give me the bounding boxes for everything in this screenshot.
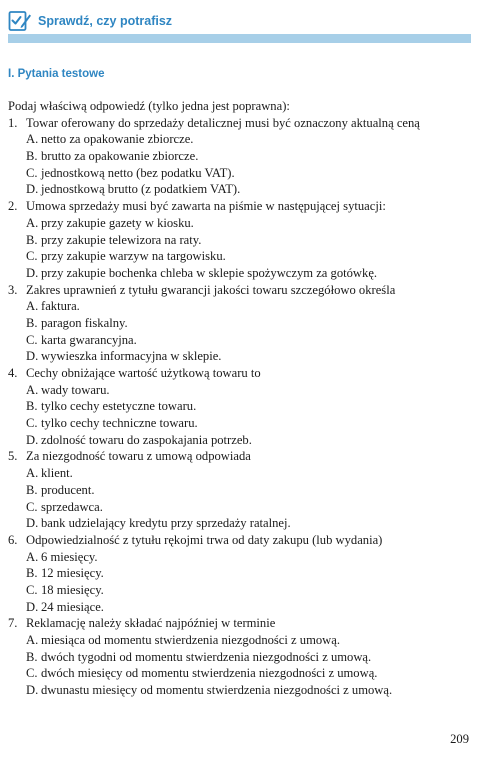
header-bar [8,34,471,43]
question-number: 2. [8,199,18,214]
option-text: karta gwarancyjna. [41,332,137,347]
option-letter: D. [26,349,39,364]
answer-option [8,549,473,566]
option-letter: D. [26,516,39,531]
option-letter: B. [26,399,38,414]
option-letter: C. [26,416,38,431]
question-text: Za niezgodność towaru z umową odpowiada [26,449,251,464]
question-number: 1. [8,115,18,130]
option-letter: B. [26,649,38,664]
section-title: I. Pytania testowe [8,68,105,80]
option-text: tylko cechy estetyczne towaru. [41,399,197,414]
answer-option [8,465,473,482]
option-letter: B. [26,149,38,164]
option-letter: A. [26,132,39,147]
option-letter: D. [26,182,39,197]
question-text: Reklamację należy składać najpóźniej w terminie [26,616,276,631]
answer-option [8,148,473,165]
answer-option [8,398,473,415]
option-letter: A. [26,549,39,564]
question-7 [8,615,473,632]
option-letter: A. [26,466,39,481]
question-text: Towar oferowany do sprzedaży detalicznej musi być oznaczony aktualną ceną [26,115,420,130]
question-number: 6. [8,532,18,547]
question-6 [8,532,473,549]
option-letter: C. [26,165,38,180]
answer-option [8,265,473,282]
option-letter: A. [26,215,39,230]
question-1 [8,115,473,132]
question-number: 4. [8,366,18,380]
option-letter: D. [26,683,39,698]
option-text: bank udzielający kredytu przy sprzedaży ratalnej. [41,516,291,531]
answer-option [8,515,473,532]
option-letter: C. [26,332,38,347]
question-5 [8,448,473,465]
option-text: przy zakupie gazety w kiosku. [41,215,194,230]
answer-option [8,382,473,399]
option-letter: D. [26,265,39,280]
option-text: paragon fiskalny. [41,315,128,330]
answer-option [8,232,473,249]
option-text: 18 miesięcy. [41,582,104,597]
option-text: przy zakupie telewizora na raty. [41,232,202,247]
question-text: Zakres uprawnień z tytułu gwarancji jakości towaru szczegółowo określa [26,282,396,297]
option-text: 12 miesięcy. [41,566,104,581]
answer-option [8,315,473,332]
answer-option [8,565,473,582]
answer-option [8,432,473,449]
question-text: Umowa sprzedaży musi być zawarta na piśmie w następującej sytuacji: [26,199,386,214]
option-text: jednostkową netto (bez podatku VAT). [41,165,235,180]
page-number: 209 [450,732,469,746]
answer-option [8,665,473,682]
option-text: przy zakupie bochenka chleba w sklepie spożywczym za gotówkę. [41,265,378,280]
option-letter: B. [26,482,38,497]
answer-option [8,348,473,365]
header [8,5,172,37]
answer-option [8,298,473,315]
answer-option [8,649,473,666]
question-4 [8,365,473,382]
option-letter: B. [26,232,38,247]
header-title: Sprawdź, czy potrafisz [38,14,173,28]
option-text: przy zakupie warzyw na targowisku. [41,249,226,264]
option-text: netto za opakowanie zbiorcze. [41,132,194,147]
option-letter: D. [26,432,39,447]
answer-option [8,248,473,265]
answer-option [8,181,473,198]
option-text: dwóch miesięcy od momentu stwierdzenia niezgodności z umową. [41,666,378,681]
answer-option [8,582,473,599]
option-text: jednostkową brutto (z podatkiem VAT). [41,182,241,197]
question-text: Odpowiedzialność z tytułu rękojmi trwa od daty zakupu (lub wydania) [26,532,383,547]
option-letter: A. [26,633,39,647]
answer-option [8,415,473,432]
option-letter: C. [26,249,38,264]
option-text: miesiąca od momentu stwierdzenia niezgodności z umową. [41,633,341,647]
answer-option [8,482,473,499]
option-letter: B. [26,315,38,330]
question-text: Cechy obniżające wartość użytkową towaru to [26,366,261,380]
option-letter: A. [26,382,39,397]
option-letter: A. [26,299,39,314]
option-letter: C. [26,499,38,514]
option-text: dwóch tygodni od momentu stwierdzenia niezgodności z umową. [41,649,372,664]
question-2 [8,198,473,215]
answer-option [8,599,473,616]
question-number: 5. [8,449,18,464]
option-text: wady towaru. [41,382,110,397]
option-text: producent. [41,482,95,497]
intro-text: Podaj właściwą odpowiedź (tylko jedna jest poprawna): [8,99,290,113]
option-text: dwunastu miesięcy od momentu stwierdzenia niezgodności z umową. [41,683,393,698]
option-text: faktura. [41,299,80,314]
option-text: 6 miesięcy. [41,549,98,564]
answer-option [8,682,473,699]
question-3 [8,282,473,299]
option-letter: B. [26,566,38,581]
answer-option [8,332,473,349]
option-letter: D. [26,599,39,614]
option-text: sprzedawca. [41,499,103,514]
answer-option [8,165,473,182]
answer-option [8,632,473,649]
answer-option [8,131,473,148]
option-text: 24 miesiące. [41,599,104,614]
answer-option [8,215,473,232]
question-list [8,98,473,699]
question-number: 7. [8,616,18,631]
answer-option [8,499,473,516]
option-text: tylko cechy techniczne towaru. [41,416,198,431]
question-number: 3. [8,282,18,297]
option-text: zdolność towaru do zaspokajania potrzeb. [41,432,252,447]
option-letter: C. [26,582,38,597]
checklist-pencil-icon [8,9,32,33]
option-text: wywieszka informacyjna w sklepie. [41,349,222,364]
option-text: klient. [41,466,73,481]
option-letter: C. [26,666,38,681]
option-text: brutto za opakowanie zbiorcze. [41,149,199,164]
